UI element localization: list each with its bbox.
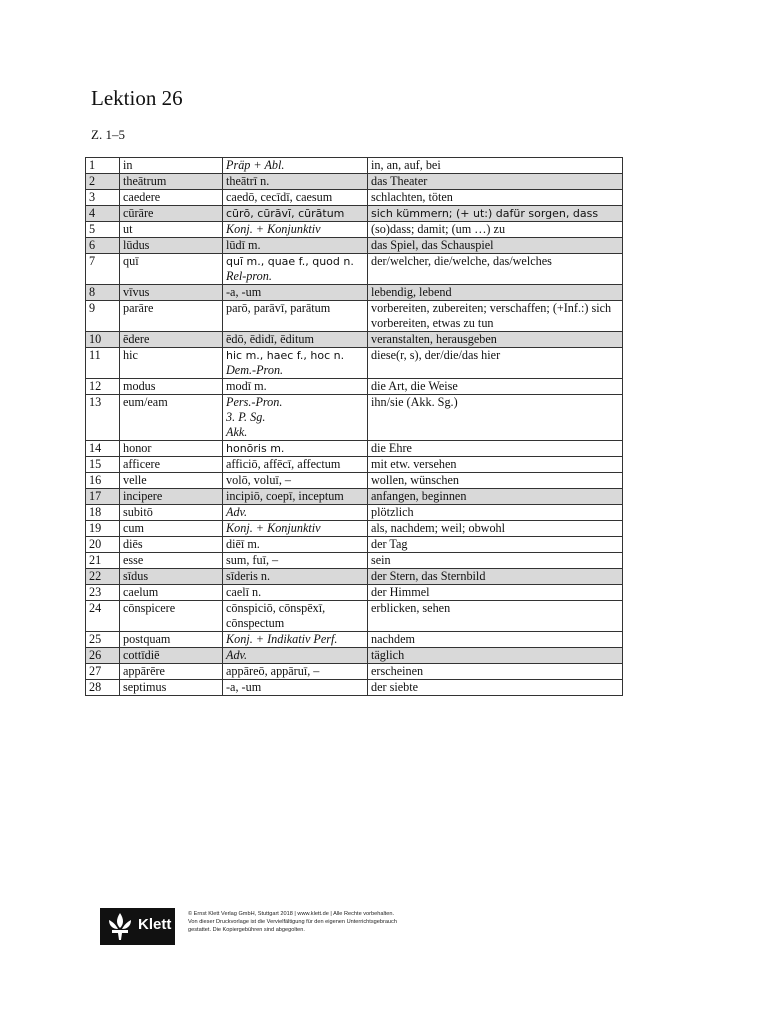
grammar-form-line: Konj. + Konjunktiv <box>226 521 321 535</box>
grammar-forms <box>223 489 368 505</box>
grammar-forms <box>223 473 368 489</box>
german-meaning: der Tag <box>368 537 623 553</box>
grammar-form-line: Akk. <box>226 425 248 439</box>
latin-word: eum/eam <box>120 395 223 441</box>
copyright-line: gestattet. Die Kopiergebühren sind abgegolten. <box>188 927 305 933</box>
entry-number: 3 <box>86 190 120 206</box>
grammar-forms <box>223 254 368 285</box>
grammar-form-line: Dem.-Pron. <box>226 363 284 377</box>
grammar-form-line: afficiō, affēcī, affectum <box>226 457 341 471</box>
grammar-forms <box>223 601 368 632</box>
table-row <box>86 206 623 222</box>
grammar-form-line: volō, voluī, – <box>226 473 292 487</box>
grammar-forms <box>223 553 368 569</box>
table-row <box>86 553 623 569</box>
german-meaning: der/welcher, die/welche, das/welches <box>368 254 623 285</box>
grammar-form-line: modī m. <box>226 379 267 393</box>
german-meaning: vorbereiten, zubereiten; verschaffen; (+Inf.:) sich vorbereiten, etwas zu tun <box>368 301 623 332</box>
german-meaning: wollen, wünschen <box>368 473 623 489</box>
grammar-forms <box>223 505 368 521</box>
page-title: Lektion 26 <box>91 86 183 110</box>
vocabulary-table <box>85 157 623 696</box>
entry-number: 12 <box>86 379 120 395</box>
grammar-forms <box>223 190 368 206</box>
grammar-forms <box>223 379 368 395</box>
entry-number: 2 <box>86 174 120 190</box>
german-meaning: der Himmel <box>368 585 623 601</box>
grammar-forms <box>223 521 368 537</box>
grammar-form-line: lūdī m. <box>226 238 261 252</box>
grammar-forms <box>223 158 368 174</box>
grammar-forms <box>223 348 368 379</box>
german-meaning: sich kümmern; (+ ut:) dafür sorgen, dass <box>368 206 623 222</box>
latin-word: parāre <box>120 301 223 332</box>
entry-number: 23 <box>86 585 120 601</box>
grammar-form-line: incipiō, coepī, inceptum <box>226 489 344 503</box>
german-meaning: mit etw. versehen <box>368 457 623 473</box>
grammar-forms <box>223 285 368 301</box>
entry-number: 25 <box>86 632 120 648</box>
latin-word: postquam <box>120 632 223 648</box>
klett-lily-icon <box>104 911 136 942</box>
entry-number: 24 <box>86 601 120 632</box>
entry-number: 26 <box>86 648 120 664</box>
table-row <box>86 537 623 553</box>
entry-number: 13 <box>86 395 120 441</box>
german-meaning: (so)dass; damit; (um …) zu <box>368 222 623 238</box>
grammar-forms <box>223 395 368 441</box>
grammar-form-line: cūrō, cūrāvī, cūrātum <box>226 207 345 220</box>
german-meaning: schlachten, töten <box>368 190 623 206</box>
grammar-forms <box>223 301 368 332</box>
table-row <box>86 648 623 664</box>
table-row <box>86 332 623 348</box>
grammar-forms <box>223 585 368 601</box>
grammar-form-line: caelī n. <box>226 585 262 599</box>
german-meaning: plötzlich <box>368 505 623 521</box>
grammar-forms <box>223 648 368 664</box>
latin-word: septimus <box>120 680 223 696</box>
grammar-form-line: theātrī n. <box>226 174 270 188</box>
grammar-forms <box>223 664 368 680</box>
table-row <box>86 601 623 632</box>
latin-word: afficere <box>120 457 223 473</box>
table-row <box>86 379 623 395</box>
entry-number: 16 <box>86 473 120 489</box>
grammar-forms <box>223 238 368 254</box>
grammar-form-line: honōris m. <box>226 442 285 455</box>
german-meaning: der siebte <box>368 680 623 696</box>
entry-number: 22 <box>86 569 120 585</box>
grammar-forms <box>223 569 368 585</box>
table-row <box>86 489 623 505</box>
grammar-form-line: sum, fuī, – <box>226 553 279 567</box>
table-row <box>86 348 623 379</box>
latin-word: theātrum <box>120 174 223 190</box>
grammar-form-line: caedō, cecīdī, caesum <box>226 190 333 204</box>
grammar-form-line: diēī m. <box>226 537 260 551</box>
grammar-form-line: Pers.-Pron. <box>226 395 283 409</box>
german-meaning: täglich <box>368 648 623 664</box>
table-row <box>86 521 623 537</box>
table-row <box>86 285 623 301</box>
latin-word: hic <box>120 348 223 379</box>
entry-number: 7 <box>86 254 120 285</box>
table-row <box>86 441 623 457</box>
entry-number: 11 <box>86 348 120 379</box>
german-meaning: die Art, die Weise <box>368 379 623 395</box>
table-row <box>86 190 623 206</box>
grammar-form-line: cōnspiciō, cōnspēxī, cōnspectum <box>226 601 326 630</box>
grammar-form-line: Präp + Abl. <box>226 158 285 172</box>
latin-word: cūrāre <box>120 206 223 222</box>
german-meaning: veranstalten, herausgeben <box>368 332 623 348</box>
german-meaning: das Theater <box>368 174 623 190</box>
grammar-form-line: Konj. + Indikativ Perf. <box>226 632 338 646</box>
latin-word: diēs <box>120 537 223 553</box>
entry-number: 10 <box>86 332 120 348</box>
table-row <box>86 569 623 585</box>
table-row <box>86 632 623 648</box>
german-meaning: sein <box>368 553 623 569</box>
entry-number: 19 <box>86 521 120 537</box>
grammar-form-line: Rel-pron. <box>226 269 272 283</box>
latin-word: ut <box>120 222 223 238</box>
grammar-form-line: -a, -um <box>226 680 262 694</box>
table-row <box>86 238 623 254</box>
grammar-forms <box>223 222 368 238</box>
table-row <box>86 505 623 521</box>
grammar-form-line: parō, parāvī, parātum <box>226 301 331 315</box>
table-row <box>86 664 623 680</box>
latin-word: cōnspicere <box>120 601 223 632</box>
copyright-notice <box>188 910 508 934</box>
grammar-form-line: -a, -um <box>226 285 262 299</box>
grammar-forms <box>223 537 368 553</box>
grammar-form-line: quī m., quae f., quod n. <box>226 255 354 268</box>
latin-word: lūdus <box>120 238 223 254</box>
german-meaning: diese(r, s), der/die/das hier <box>368 348 623 379</box>
german-meaning: der Stern, das Sternbild <box>368 569 623 585</box>
latin-word: sīdus <box>120 569 223 585</box>
latin-word: caedere <box>120 190 223 206</box>
table-row <box>86 174 623 190</box>
entry-number: 4 <box>86 206 120 222</box>
grammar-form-line: ēdō, ēdidī, ēditum <box>226 332 315 346</box>
latin-word: honor <box>120 441 223 457</box>
grammar-form-line: Konj. + Konjunktiv <box>226 222 321 236</box>
latin-word: cottīdiē <box>120 648 223 664</box>
table-row <box>86 680 623 696</box>
latin-word: caelum <box>120 585 223 601</box>
klett-logo-text: Klett <box>138 916 172 933</box>
german-meaning: als, nachdem; weil; obwohl <box>368 521 623 537</box>
section-label: Z. 1–5 <box>91 127 125 142</box>
entry-number: 21 <box>86 553 120 569</box>
footer <box>100 908 500 946</box>
grammar-form-line: Adv. <box>226 648 248 662</box>
entry-number: 17 <box>86 489 120 505</box>
table-row <box>86 158 623 174</box>
entry-number: 18 <box>86 505 120 521</box>
german-meaning: in, an, auf, bei <box>368 158 623 174</box>
table-row <box>86 222 623 238</box>
table-row <box>86 473 623 489</box>
grammar-forms <box>223 632 368 648</box>
table-row <box>86 457 623 473</box>
german-meaning: die Ehre <box>368 441 623 457</box>
german-meaning: erblicken, sehen <box>368 601 623 632</box>
grammar-forms <box>223 174 368 190</box>
entry-number: 5 <box>86 222 120 238</box>
table-row <box>86 254 623 285</box>
german-meaning: nachdem <box>368 632 623 648</box>
latin-word: modus <box>120 379 223 395</box>
latin-word: subitō <box>120 505 223 521</box>
latin-word: appārēre <box>120 664 223 680</box>
grammar-forms <box>223 332 368 348</box>
grammar-forms <box>223 680 368 696</box>
german-meaning: erscheinen <box>368 664 623 680</box>
entry-number: 6 <box>86 238 120 254</box>
entry-number: 20 <box>86 537 120 553</box>
grammar-form-line: sīderis n. <box>226 569 271 583</box>
latin-word: in <box>120 158 223 174</box>
copyright-line: Von dieser Druckvorlage ist die Vervielfältigung für den eigenen Unterrichtsgebrauch <box>188 919 397 925</box>
entry-number: 9 <box>86 301 120 332</box>
german-meaning: das Spiel, das Schauspiel <box>368 238 623 254</box>
table-row <box>86 301 623 332</box>
german-meaning: ihn/sie (Akk. Sg.) <box>368 395 623 441</box>
grammar-form-line: hic m., haec f., hoc n. <box>226 349 345 362</box>
grammar-forms <box>223 457 368 473</box>
latin-word: velle <box>120 473 223 489</box>
entry-number: 27 <box>86 664 120 680</box>
latin-word: ēdere <box>120 332 223 348</box>
grammar-form-line: Adv. <box>226 505 248 519</box>
grammar-form-line: 3. P. Sg. <box>226 410 266 424</box>
grammar-form-line: appāreō, appāruī, – <box>226 664 320 678</box>
table-row <box>86 585 623 601</box>
german-meaning: lebendig, lebend <box>368 285 623 301</box>
entry-number: 1 <box>86 158 120 174</box>
table-row <box>86 395 623 441</box>
latin-word: vīvus <box>120 285 223 301</box>
entry-number: 15 <box>86 457 120 473</box>
latin-word: esse <box>120 553 223 569</box>
copyright-line: © Ernst Klett Verlag GmbH, Stuttgart 2018 | www.klett.de | Alle Rechte vorbehalten. <box>188 911 395 917</box>
grammar-forms <box>223 206 368 222</box>
latin-word: incipere <box>120 489 223 505</box>
latin-word: quī <box>120 254 223 285</box>
entry-number: 28 <box>86 680 120 696</box>
entry-number: 8 <box>86 285 120 301</box>
latin-word: cum <box>120 521 223 537</box>
german-meaning: anfangen, beginnen <box>368 489 623 505</box>
klett-logo <box>100 908 175 945</box>
grammar-forms <box>223 441 368 457</box>
entry-number: 14 <box>86 441 120 457</box>
